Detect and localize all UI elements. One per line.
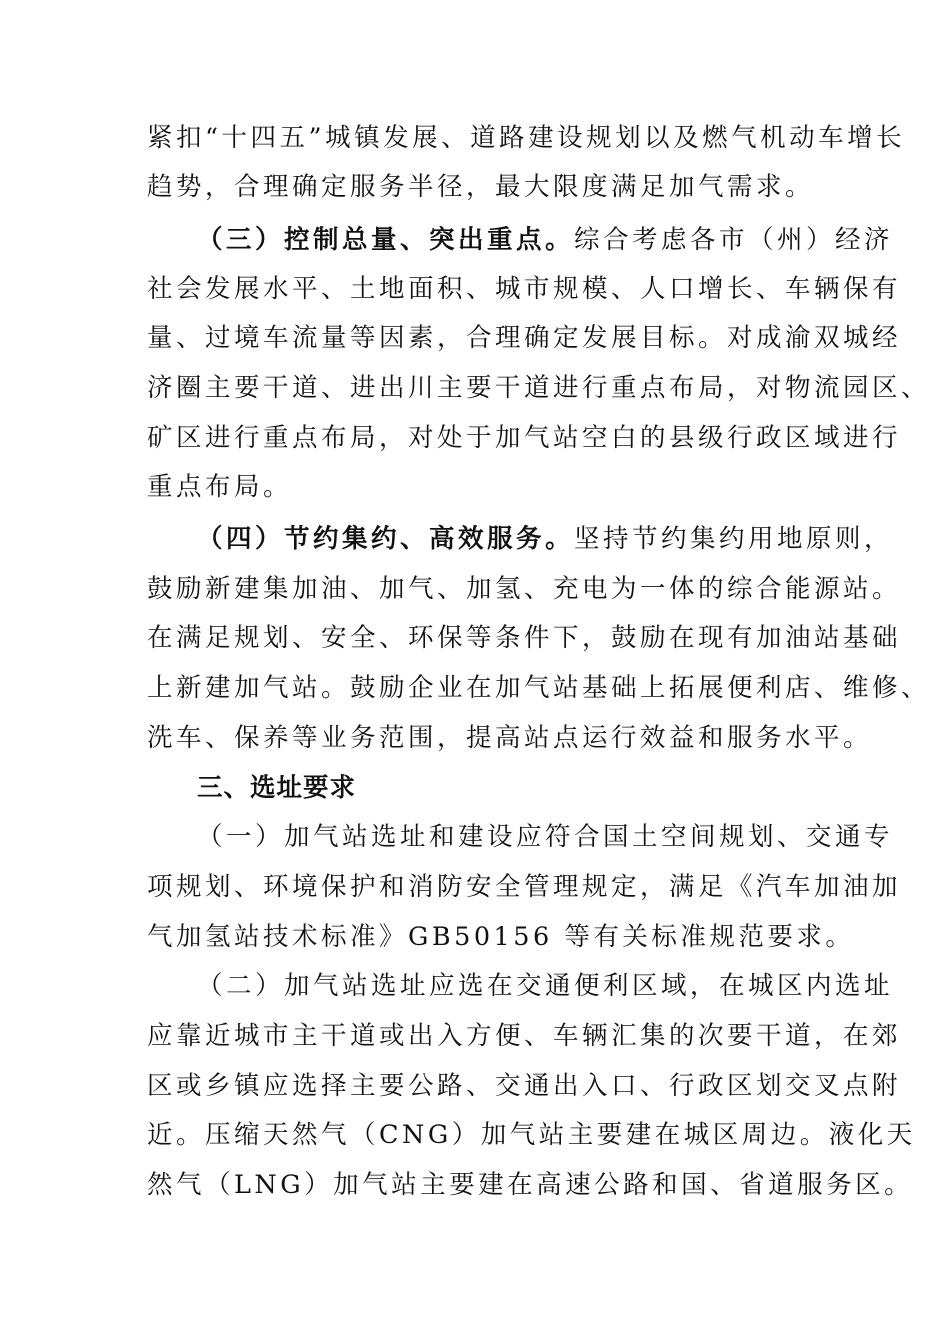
paragraph-lead: （四）节约集约、高效服务。 xyxy=(197,524,575,554)
text-line: 在满足规划、安全、环保等条件下，鼓励在现有加油站基础 xyxy=(147,623,902,653)
text-line: 社会发展水平、土地面积、城市规模、人口增长、车辆保有 xyxy=(147,274,902,304)
text-line: 上新建加气站。鼓励企业在加气站基础上拓展便利店、维修、 xyxy=(147,673,931,703)
text-line: 洗车、保养等业务范围，提高站点运行效益和服务水平。 xyxy=(147,723,873,753)
text-line: 然气（LNG）加气站主要建在高速公路和国、省道服务区。 xyxy=(147,1170,914,1200)
text-span: 综合考虑各市（州）经济 xyxy=(574,225,894,255)
text-span: 坚持节约集约用地原则， xyxy=(574,524,894,554)
text-line: 矿区进行重点布局，对处于加气站空白的县级行政区域进行 xyxy=(147,423,902,453)
text-line: 趋势，合理确定服务半径，最大限度满足加气需求。 xyxy=(147,172,815,202)
paragraph-first-line: （二）加气站选址应选在交通便利区域，在城区内选址 xyxy=(197,971,894,1001)
text-line: 紧扣“十四五”城镇发展、道路建设规划以及燃气机动车增长 xyxy=(147,123,906,153)
paragraph-lead: （三）控制总量、突出重点。 xyxy=(197,225,575,255)
text-line: 项规划、环境保护和消防安全管理规定，满足《汽车加油加 xyxy=(147,872,902,902)
text-line: 济圈主要干道、进出川主要干道进行重点布局，对物流园区、 xyxy=(147,373,931,403)
text-line: 量、过境车流量等因素，合理确定发展目标。对成渝双城经 xyxy=(147,323,902,353)
text-line: 鼓励新建集加油、加气、加氢、充电为一体的综合能源站。 xyxy=(147,574,902,604)
text-line: 重点布局。 xyxy=(147,472,293,502)
paragraph-first-line: （一）加气站选址和建设应符合国土空间规划、交通专 xyxy=(197,822,894,852)
paragraph-first-line xyxy=(197,521,894,557)
text-line: 近。压缩天然气（CNG）加气站主要建在城区周边。液化天 xyxy=(147,1120,916,1150)
text-line: 气加氢站技术标准》GB50156 等有关标准规范要求。 xyxy=(147,922,855,952)
paragraph-first-line xyxy=(197,222,894,258)
text-line: 应靠近城市主干道或出入方便、车辆汇集的次要干道，在郊 xyxy=(147,1021,902,1051)
section-heading: 三、选址要求 xyxy=(197,773,357,803)
text-line: 区或乡镇应选择主要公路、交通出入口、行政区划交叉点附 xyxy=(147,1071,902,1101)
